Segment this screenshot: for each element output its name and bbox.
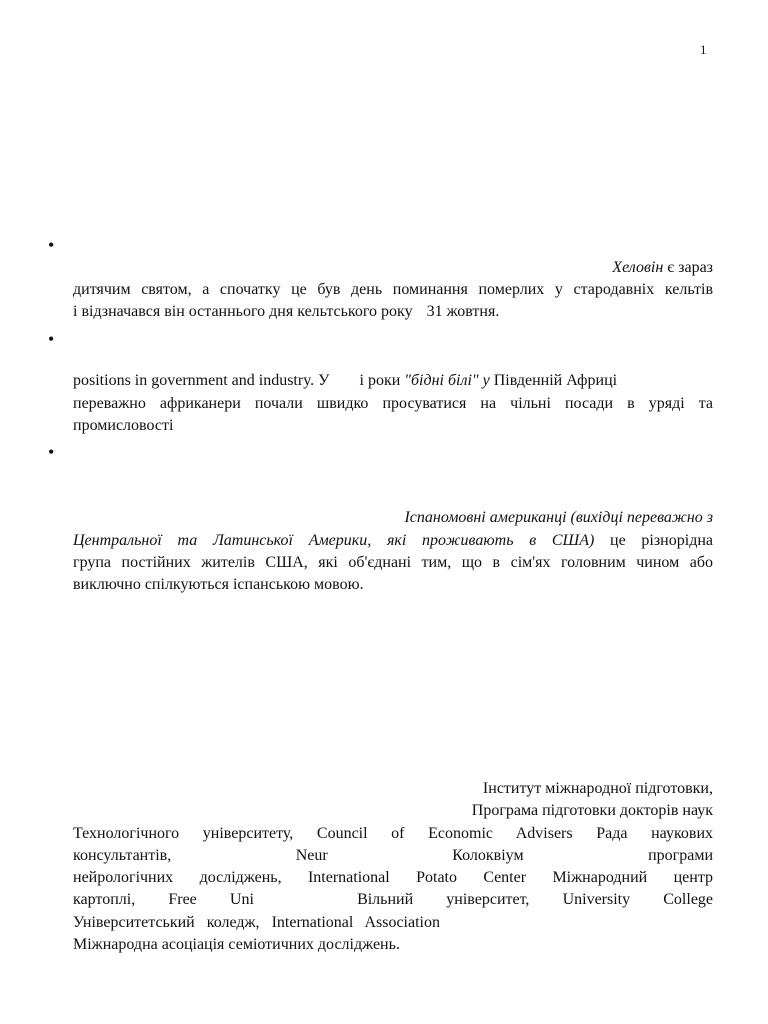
text: нейрологічних досліджень, International Potato Center [73, 869, 527, 886]
paragraph-line: промисловості [73, 417, 174, 434]
text: це різнорідна [610, 532, 713, 549]
text: Технологічного університету, Council of Economic Advisers [73, 825, 573, 842]
text: positions in government and industry. У [73, 372, 330, 389]
paragraph-line [73, 867, 713, 889]
term-italic: Хеловін [612, 259, 664, 276]
text: університет, [446, 891, 530, 908]
list-bullet: • [48, 442, 55, 462]
paragraph-line [73, 530, 713, 552]
text: і роки [359, 372, 405, 389]
text: Free [168, 891, 197, 908]
text: College [663, 891, 714, 908]
text: є зараз [663, 259, 713, 276]
text: Association [364, 914, 440, 931]
text: University [562, 891, 631, 908]
page-number: 1 [700, 42, 707, 57]
text: консультантів, Neur [73, 847, 328, 864]
paragraph-line: Інститут міжнародної підготовки, [482, 780, 713, 797]
paragraph-line: група постійних жителів США, які об'єднані тим, що в сім'ях головним чином або [73, 554, 713, 571]
text: Uni [229, 891, 254, 908]
text: Колоквіум програми [452, 847, 714, 864]
paragraph-line [73, 889, 713, 911]
text: International [271, 914, 354, 931]
paragraph-line [73, 301, 713, 323]
paragraph-line: Програма підготовки докторів наук [471, 802, 713, 819]
text: Університетський [73, 914, 195, 931]
text: 31 жовтня. [426, 303, 500, 320]
text: і відзначався він останнього дня кельтського року [73, 303, 413, 320]
paragraph-line: Іспаномовні американці (вихідці переважно з [404, 509, 713, 526]
text: коледж, [206, 914, 260, 931]
paragraph-line: Міжнародна асоціація семіотичних досліджень. [73, 936, 400, 953]
paragraph-line: виключно спілкуються іспанською мовою. [73, 576, 364, 593]
text: Міжнародний центр [552, 869, 713, 886]
text: картоплі, [73, 891, 136, 908]
paragraph-line [73, 370, 713, 392]
paragraph-line [73, 257, 713, 279]
term-italic: "бідні білі" у [404, 372, 490, 389]
text: Вільний [357, 891, 414, 908]
term-italic: Центральної та Латинської Америки, які проживають в США) [73, 532, 595, 549]
paragraph-line: дитячим святом, а спочатку це був день поминання померлих у стародавніх кельтів [73, 281, 713, 298]
text: почали швидко просуватися на чільні посади в уряді та [254, 395, 714, 412]
list-bullet: • [48, 235, 55, 255]
list-bullet: • [48, 329, 55, 349]
paragraph-line [73, 823, 713, 845]
text: Рада наукових [596, 825, 714, 842]
text: переважно африканери [73, 395, 241, 412]
text: Південній Африці [489, 372, 618, 389]
paragraph-line [73, 845, 713, 867]
paragraph-line [73, 393, 713, 415]
paragraph-line [73, 912, 713, 934]
